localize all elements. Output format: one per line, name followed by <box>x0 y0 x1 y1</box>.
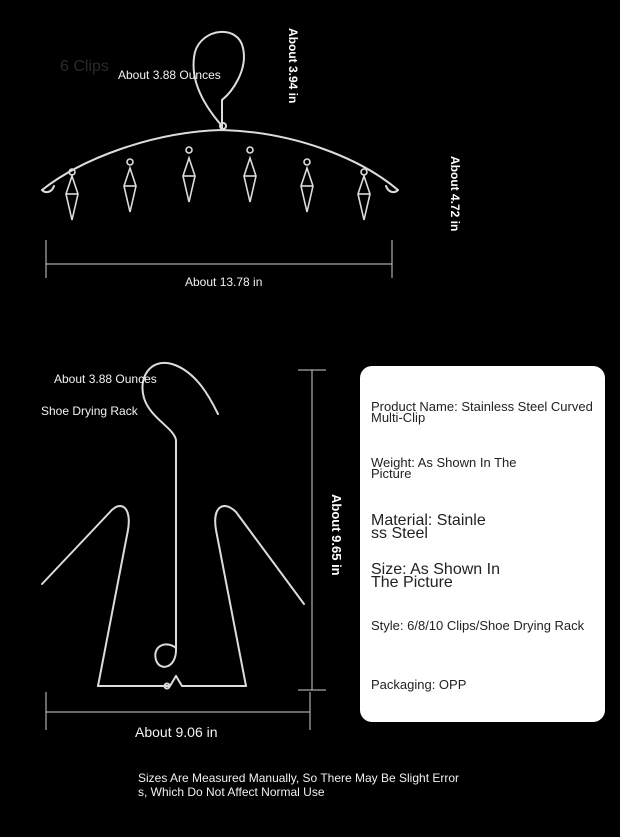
width-dimension-line <box>46 240 392 278</box>
top-weight-label: About 3.88 Ounces <box>118 68 221 82</box>
rack-height-label: About 9.65 in <box>329 494 344 576</box>
spec-size: Size: As Shown In The Picture <box>371 561 500 591</box>
body-height-label: About 4.72 in <box>448 156 462 232</box>
rack-width-label: About 9.06 in <box>135 724 218 740</box>
height-dimension-line <box>298 370 326 690</box>
bottom-weight-label: About 3.88 Ounces <box>54 372 157 386</box>
clip-group <box>66 147 370 220</box>
hook-height-label: About 3.94 in <box>286 28 300 104</box>
spec-material: Material: Stainless Steel <box>371 512 486 542</box>
spec-weight: Weight: As Shown In The Picture <box>371 455 517 481</box>
top-width-label: About 13.78 in <box>185 275 263 289</box>
shoe-rack-type-label: Shoe Drying Rack <box>41 404 138 418</box>
measurement-footnote: Sizes Are Measured Manually, So There May Be Slight Errors, Which Do Not Affect Normal Use <box>138 771 460 799</box>
spec-card <box>360 366 605 722</box>
spec-packaging: Packaging: OPP <box>371 677 467 692</box>
faint-clip-count-label: 6 Clips <box>60 58 109 75</box>
spec-product-name: Product Name: Stainless Steel Curved Multi-Clip <box>371 399 593 425</box>
spec-style: Style: 6/8/10 Clips/Shoe Drying Rack <box>371 618 585 633</box>
